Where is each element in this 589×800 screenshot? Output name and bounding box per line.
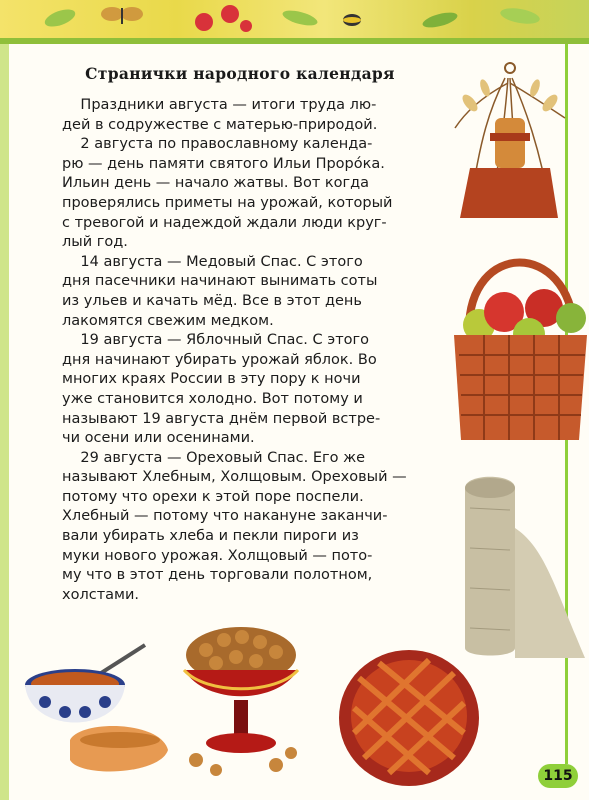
text-line: называют 19 августа днём первой встре- [62,410,381,427]
raspberry-icon [195,5,252,32]
text-line: вали убирать хлеба и пекли пироги из [62,528,359,545]
honey-bowl-icon [20,640,170,780]
nuts-vase-icon [176,625,306,785]
left-margin-stripe [0,44,9,800]
top-border-ornament [0,0,589,44]
text-line: 19 августа — Яблочный Спас. С этого [62,332,370,349]
text-line: 2 августа по православному календа- [62,136,373,153]
text-line: дей в содружестве с матерью-природой. [62,116,378,133]
text-line: холстами. [62,586,139,603]
text-line: из ульев и качать мёд. Все в этот день [62,292,362,309]
text-line: лакомятся свежим медком. [62,312,274,329]
text-line: дня начинают убирать урожай яблок. Во [62,351,377,368]
page-title: Странички народного календаря [85,64,395,83]
text-line: называют Хлебным, Холщовым. Ореховый — [62,469,407,486]
text-line: 14 августа — Медовый Спас. С этого [62,253,363,270]
body-text [62,96,440,605]
lattice-pie-icon [334,638,484,788]
text-line: потому что орехи к этой поре поспели. [62,488,364,505]
text-line: уже становится холодно. Вот потому и [62,390,363,407]
text-line: муки нового урожая. Холщовый — пото- [62,547,373,564]
bee-icon [343,14,361,26]
wheat-sheaf-icon [450,58,570,228]
text-line: дня пасечники начинают вынимать соты [62,273,378,290]
text-line: Хлебный — потому что накануне заканчи- [62,508,388,525]
text-line: лый год. [62,234,128,251]
linen-roll-icon [455,468,589,663]
butterfly-icon [101,7,143,24]
text-line: рю — день памяти святого Ильи Проро́ка. [62,155,385,172]
text-line: чи осени или осенинами. [62,430,255,447]
text-line: с тревогой и надеждой ждали люди круг- [62,214,387,231]
text-line: Праздники августа — итоги труда лю- [62,97,377,113]
text-line: Ильин день — начало жатвы. Вот когда [62,175,370,192]
apple-basket-icon [449,230,589,445]
page-number-badge: 115 [538,764,578,788]
text-line: 29 августа — Ореховый Спас. Его же [62,449,366,466]
text-line: му что в этот день торговали полотном, [62,567,373,584]
text-line: многих краях России в эту пору к ночи [62,371,361,388]
text-line: проверялись приметы на урожай, который [62,194,393,211]
